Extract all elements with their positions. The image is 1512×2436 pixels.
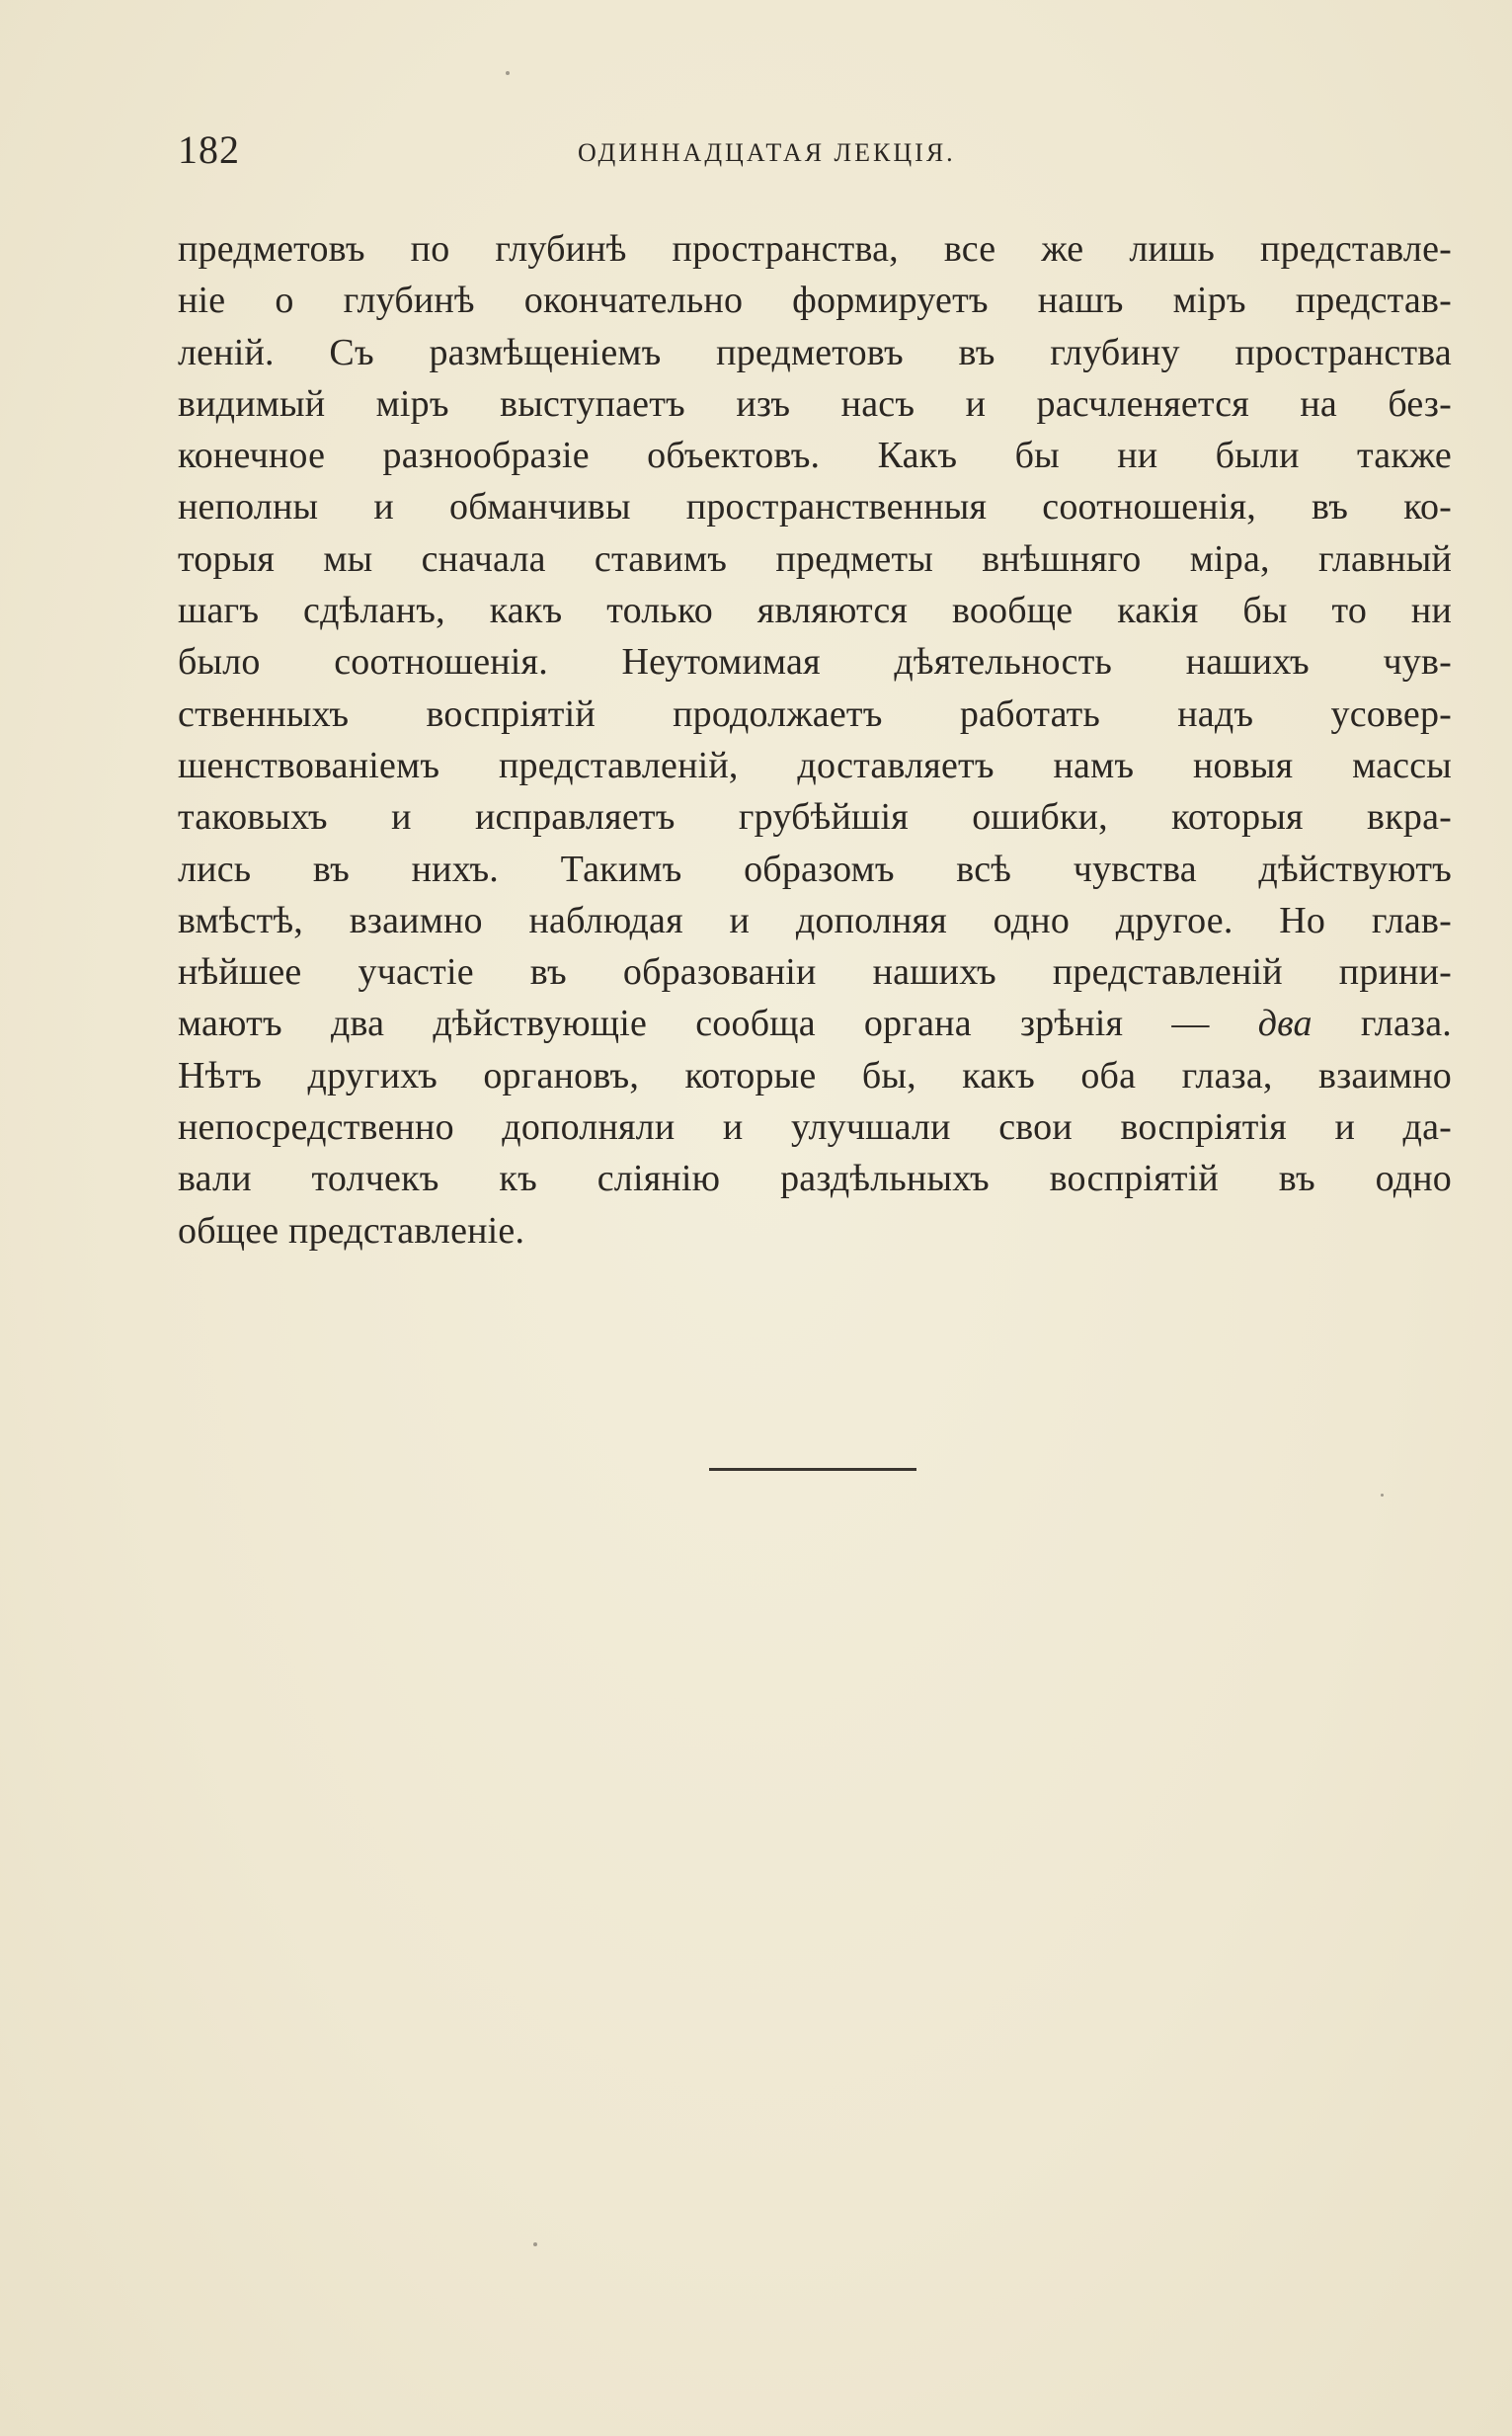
- text-line: [178, 998, 1452, 1049]
- text-line: лись въ нихъ. Такимъ образомъ всѣ чувства дѣйствуютъ: [178, 848, 1452, 890]
- section-end-rule: [709, 1468, 916, 1471]
- italic-emphasis: два: [1257, 1003, 1313, 1045]
- page-header: [178, 126, 1452, 186]
- text-line: общее представленіе.: [178, 1209, 525, 1252]
- paper-speck: [533, 2242, 537, 2246]
- text-line: шенствованіемъ представленій, доставляетъ намъ новыя массы: [178, 744, 1452, 786]
- text-line: шагъ сдѣланъ, какъ только являются вообще какія бы то ни: [178, 590, 1452, 632]
- paper-speck: [506, 71, 510, 75]
- text-line: ніе о глубинѣ окончательно формируетъ нашъ міръ представ-: [178, 280, 1452, 322]
- text-line: нѣйшее участіе въ образованіи нашихъ представленій прини-: [178, 951, 1452, 994]
- text-line: видимый міръ выступаетъ изъ насъ и расчленяется на без-: [178, 382, 1452, 425]
- text-line: конечное разнообразіе объектовъ. Какъ бы ни были также: [178, 435, 1452, 477]
- page-number: 182: [178, 127, 240, 172]
- text-segment: маютъ два дѣйствующіе сообща органа зрѣнія —: [178, 1003, 1258, 1045]
- running-title: ОДИННАДЦАТАЯ ЛЕКЦІЯ.: [578, 138, 956, 167]
- text-line: таковыхъ и исправляетъ грубѣйшія ошибки, которыя вкра-: [178, 796, 1452, 839]
- text-line: вали толчекъ къ сліянію раздѣльныхъ воспріятій въ одно: [178, 1158, 1452, 1200]
- text-line: неполны и обманчивы пространственныя соотношенія, въ ко-: [178, 486, 1452, 528]
- body-text: [178, 223, 1452, 1257]
- text-line: вмѣстѣ, взаимно наблюдая и дополняя одно другое. Но глав-: [178, 899, 1452, 941]
- text-line: леній. Съ размѣщеніемъ предметовъ въ глубину пространства: [178, 331, 1452, 373]
- paper-speck: [1381, 1494, 1384, 1497]
- text-line: предметовъ по глубинѣ пространства, все же лишь представле-: [178, 228, 1452, 270]
- text-line: ственныхъ воспріятій продолжаетъ работать надъ усовер-: [178, 692, 1452, 735]
- text-line: Нѣтъ другихъ органовъ, которые бы, какъ оба глаза, взаимно: [178, 1054, 1452, 1096]
- text-line: торыя мы сначала ставимъ предметы внѣшняго міра, главный: [178, 537, 1452, 580]
- text-line: было соотношенія. Неутомимая дѣятельность нашихъ чув-: [178, 641, 1452, 684]
- text-line: непосредственно дополняли и улучшали свои воспріятія и да-: [178, 1106, 1452, 1149]
- text-segment: глаза.: [1312, 1003, 1452, 1045]
